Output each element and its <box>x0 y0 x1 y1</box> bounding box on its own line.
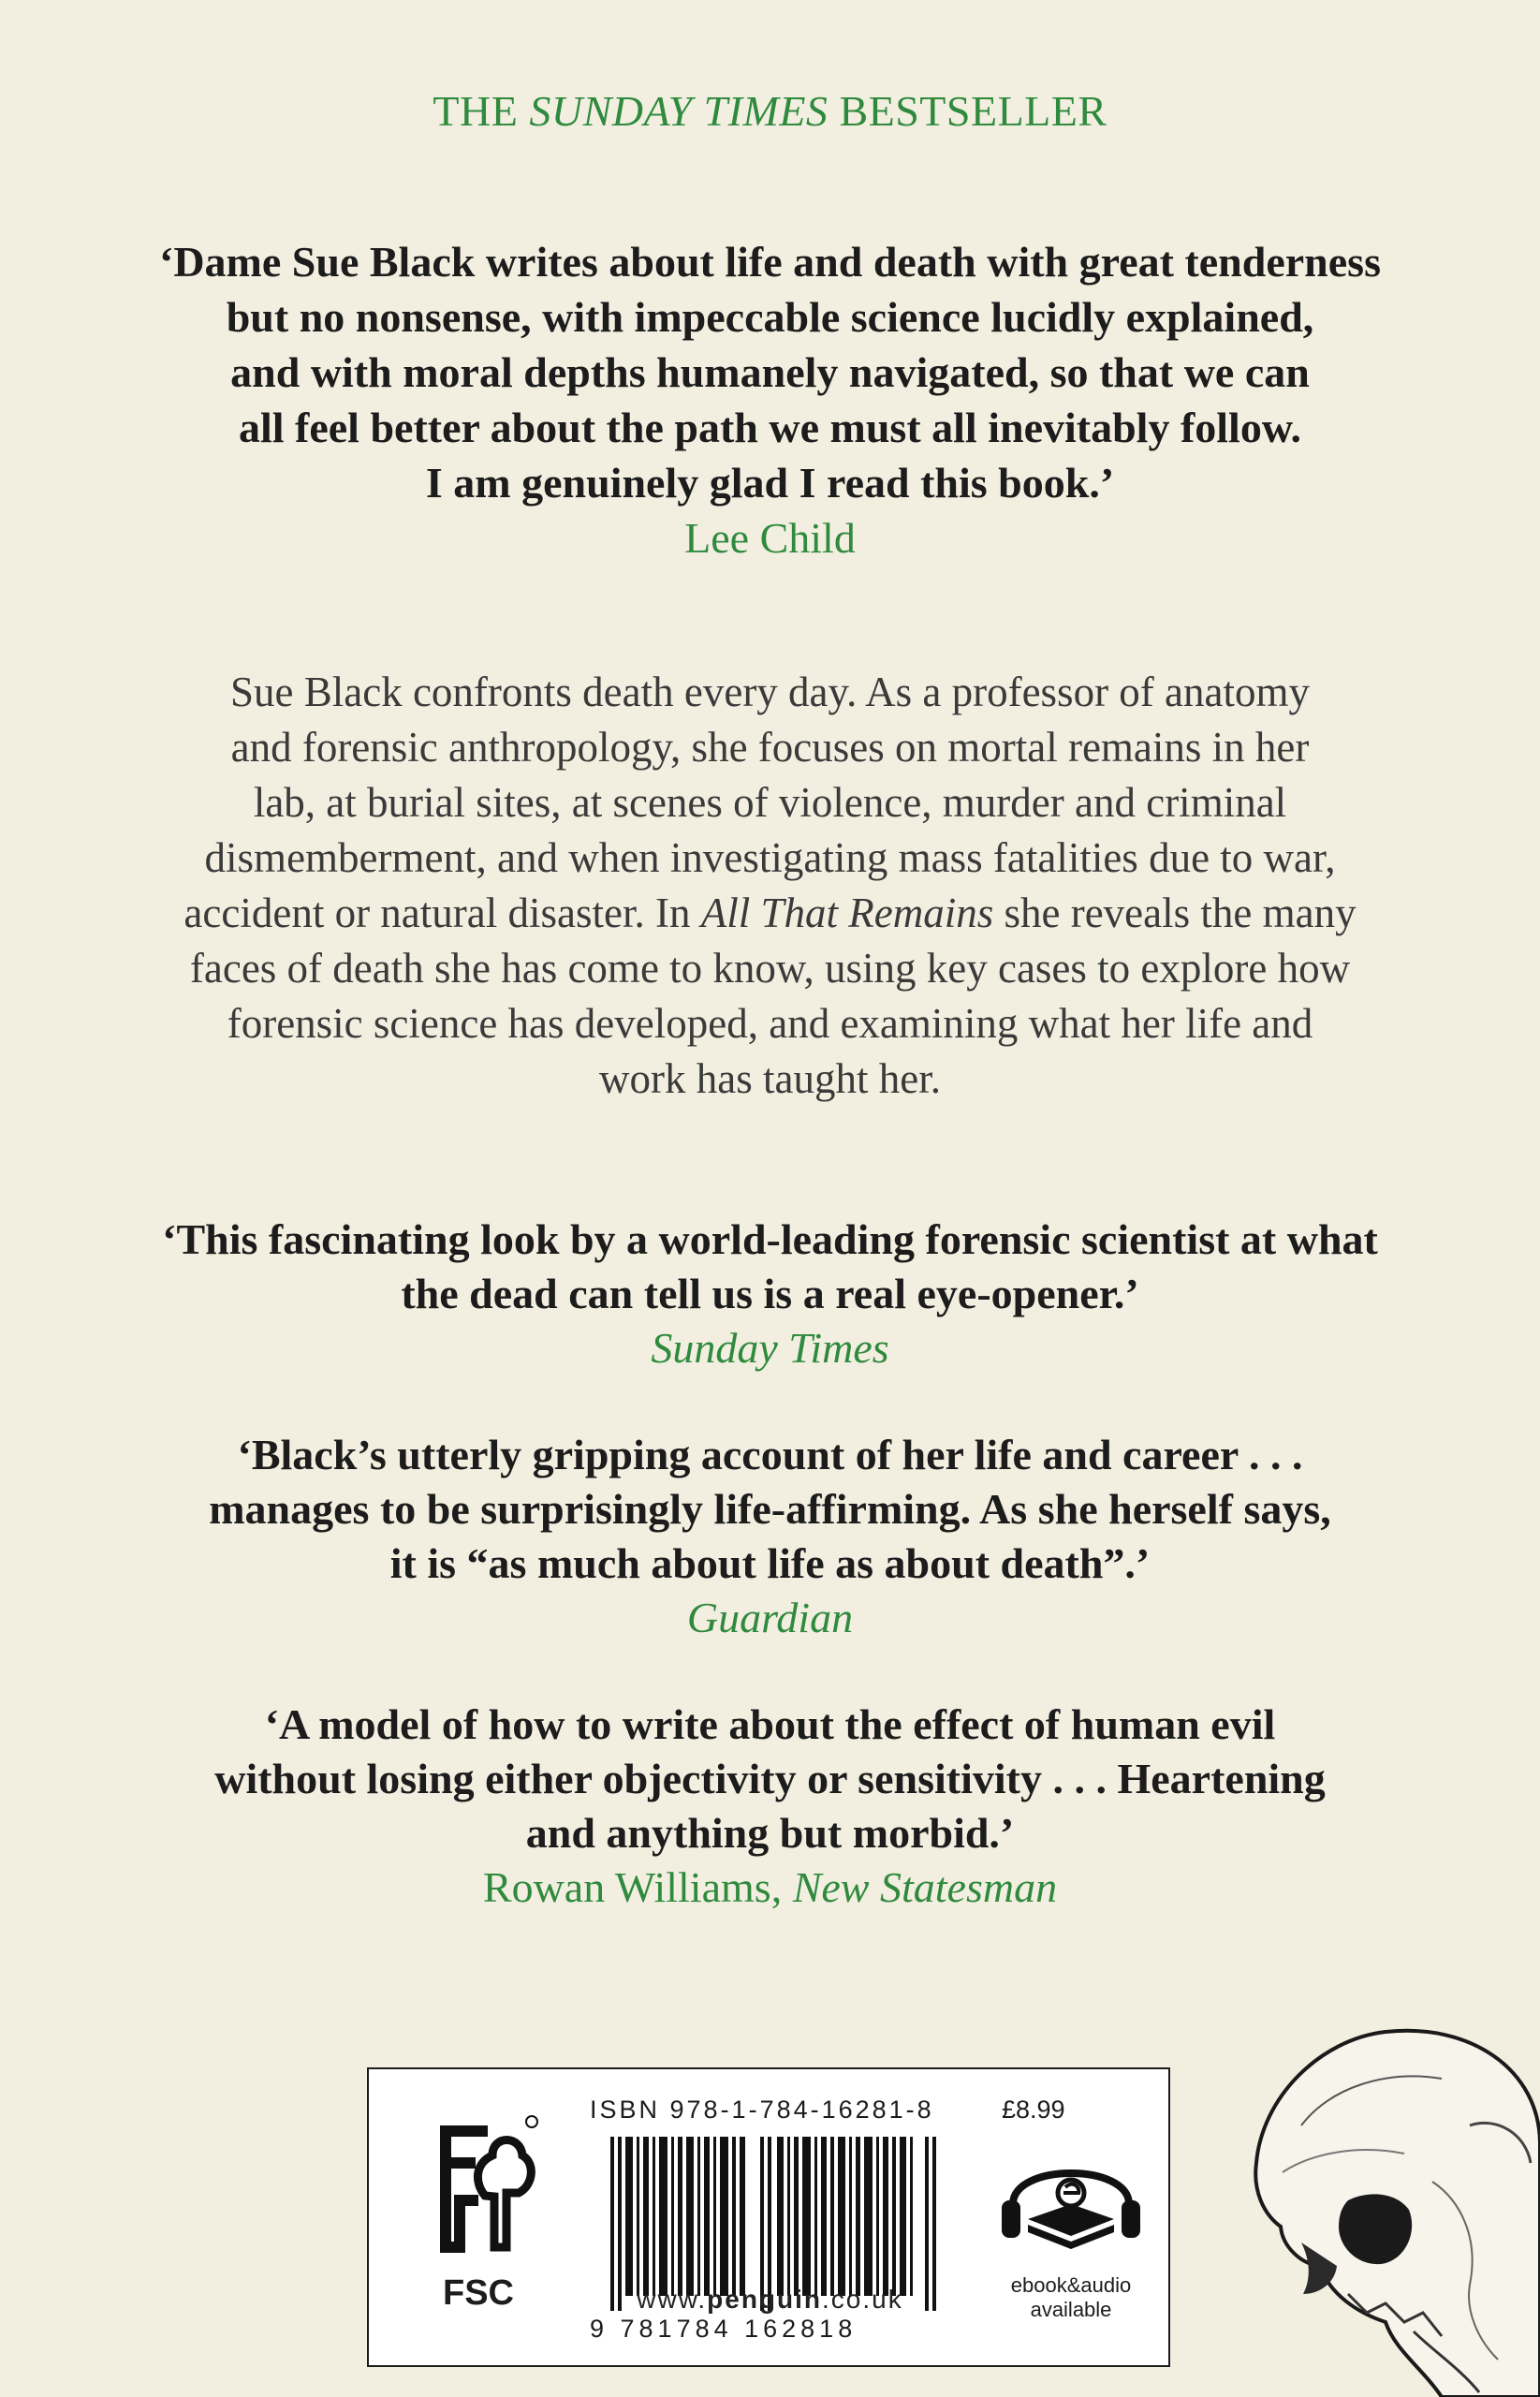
fsc-tree-icon <box>418 2107 539 2266</box>
quote-attribution: Lee Child <box>684 514 856 562</box>
fsc-label: FSC <box>443 2273 514 2313</box>
bestseller-header <box>0 86 1540 136</box>
blurb-line: and forensic anthropology, she focuses on mortal remains in her <box>230 724 1310 771</box>
quote-line: ‘Black’s utterly gripping account of her life and career . . . <box>237 1431 1303 1478</box>
quote-line: all feel better about the path we must all inevitably follow. <box>238 404 1302 451</box>
book-blurb <box>0 665 1540 1107</box>
quote-attribution: Sunday Times <box>651 1324 889 1372</box>
barcode-box <box>367 2067 1170 2367</box>
blurb-line: forensic science has developed, and examining what her life and <box>227 1000 1313 1047</box>
quote-line: it is “as much about life as about death”.’ <box>389 1539 1151 1587</box>
quote-line: I am genuinely glad I read this book.’ <box>425 459 1115 507</box>
quote-attribution <box>0 1860 1540 1915</box>
blurb-text: accident or natural disaster. In <box>183 890 701 936</box>
attribution-publication: New Statesman <box>792 1863 1058 1911</box>
header-prefix: THE <box>433 87 530 135</box>
book-title: All That Remains <box>700 890 994 936</box>
review-quote-new-statesman <box>0 1698 1540 1915</box>
quote-line: without losing either objectivity or sensitivity . . . Heartening <box>214 1755 1326 1802</box>
isbn-number: ISBN 978-1-784-16281-8 <box>590 2096 934 2124</box>
review-quote-guardian <box>0 1428 1540 1645</box>
attribution-name: Rowan Williams, <box>482 1863 793 1911</box>
quote-line: ‘This fascinating look by a world-leading forensic scientist at what <box>162 1215 1378 1263</box>
website-brand: penguin <box>707 2285 823 2314</box>
quote-line: but no nonsense, with impeccable science lucidly explained, <box>226 293 1314 341</box>
ebook-line: ebook&audio <box>1010 2273 1132 2297</box>
quote-line: the dead can tell us is a real eye-opener.’ <box>401 1270 1139 1317</box>
blurb-line: dismemberment, and when investigating mass fatalities due to war, <box>204 834 1336 881</box>
website-suffix: .co.uk <box>822 2285 903 2314</box>
header-suffix: BESTSELLER <box>828 87 1107 135</box>
ebook-audio-icon <box>996 2146 1146 2258</box>
ebook-line: available <box>1030 2298 1112 2321</box>
quote-line: ‘A model of how to write about the effect of human evil <box>264 1700 1276 1748</box>
barcode-digits: 9 781784 162818 <box>590 2315 858 2343</box>
main-review-quote <box>0 234 1540 566</box>
quote-line: and with moral depths humanely navigated, so that we can <box>230 348 1310 396</box>
quote-line: manages to be surprisingly life-affirming. As she herself says, <box>209 1485 1331 1533</box>
quote-line: ‘Dame Sue Black writes about life and death with great tenderness <box>159 238 1381 286</box>
quote-line: and anything but morbid.’ <box>525 1809 1015 1857</box>
quote-attribution: Guardian <box>686 1594 854 1641</box>
website-prefix: www. <box>637 2285 708 2314</box>
blurb-line: faces of death she has come to know, using key cases to explore how <box>189 945 1351 992</box>
blurb-line: work has taught her. <box>599 1055 941 1102</box>
blurb-line: lab, at burial sites, at scenes of violence, murder and criminal <box>253 779 1287 826</box>
skull-illustration-icon <box>1245 2013 1540 2397</box>
blurb-line: Sue Black confronts death every day. As a professor of anatomy <box>230 669 1310 715</box>
price-label: £8.99 <box>1002 2096 1065 2124</box>
review-quote-sunday-times <box>0 1213 1540 1375</box>
blurb-line <box>0 886 1540 941</box>
blurb-text: she reveals the many <box>993 890 1357 936</box>
header-emphasis: SUNDAY TIMES <box>529 87 829 135</box>
